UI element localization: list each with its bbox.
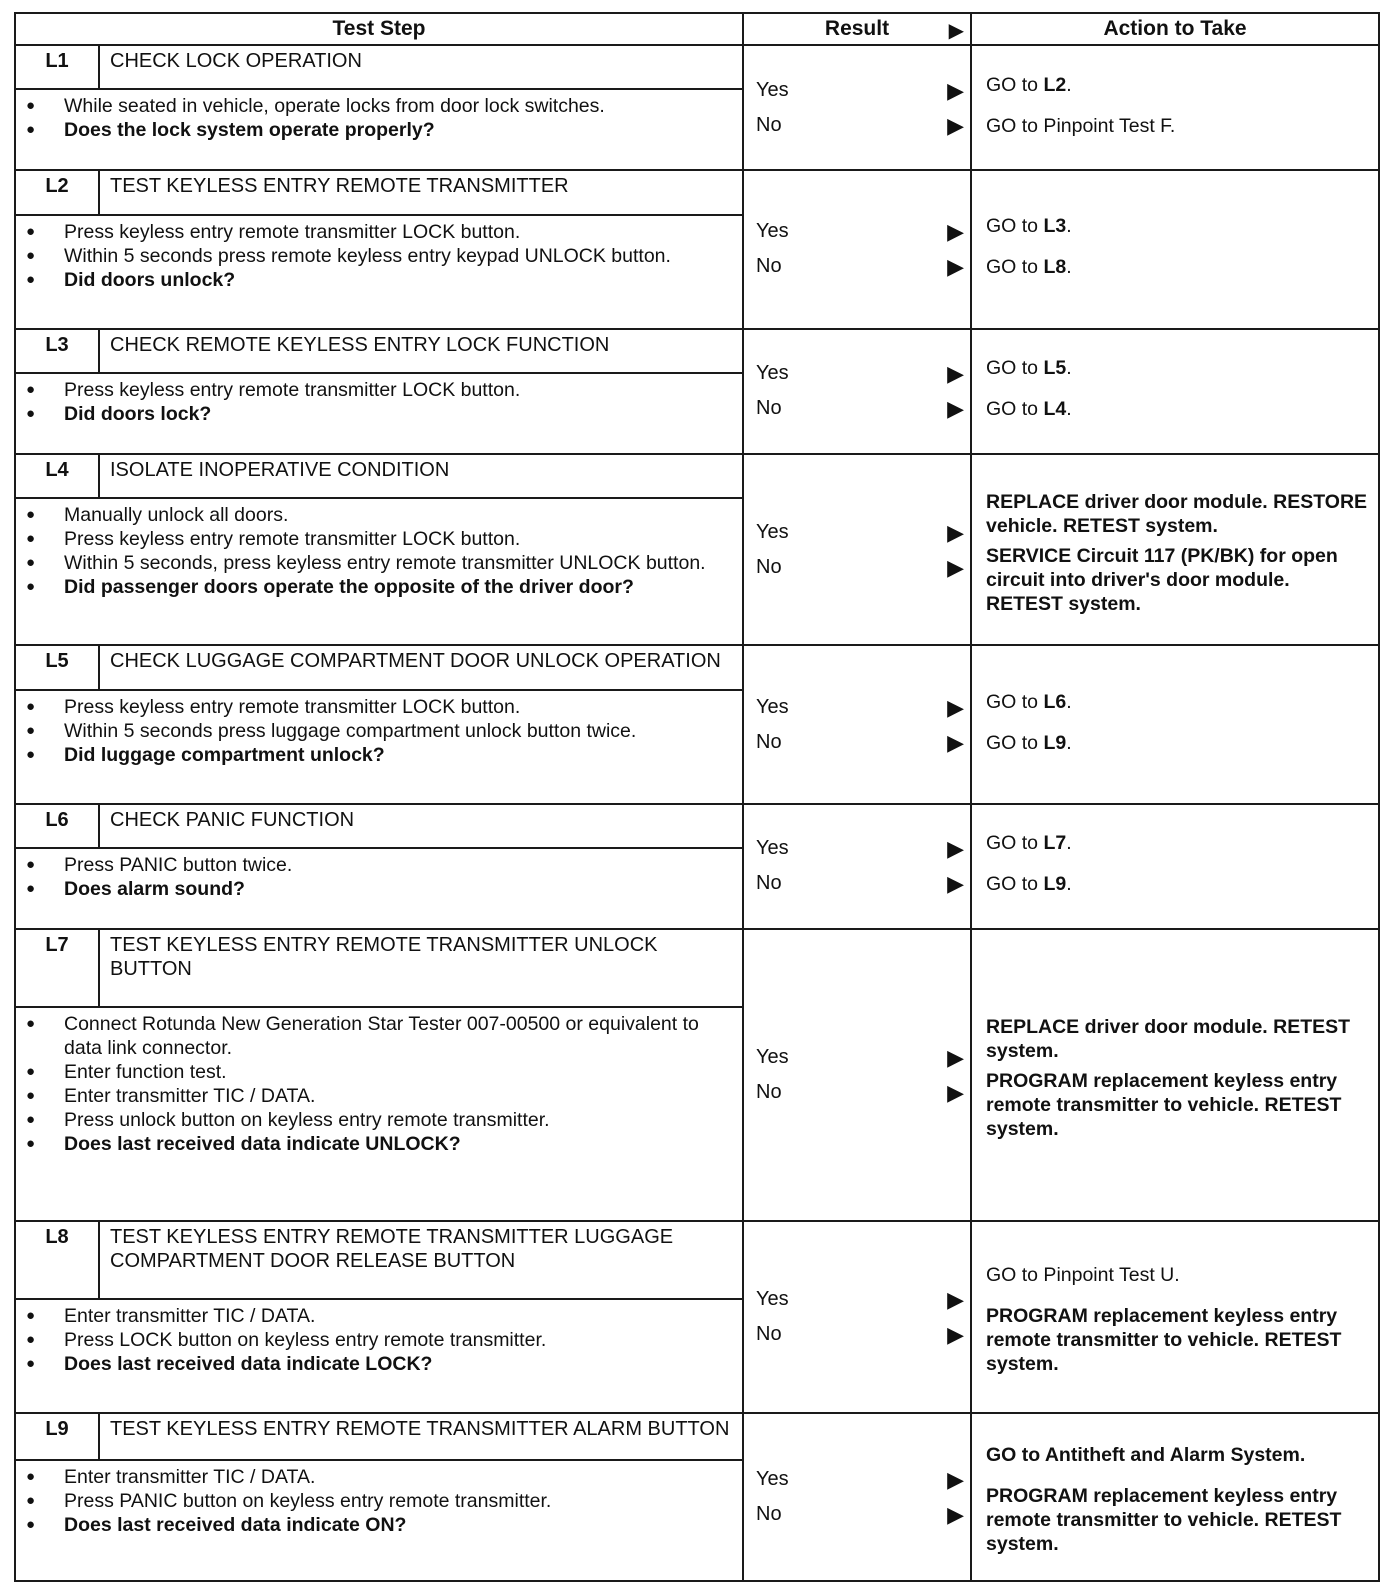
action-group: [972, 455, 1378, 645]
action-line: [972, 825, 1378, 866]
arrow-right-icon: ▶: [947, 871, 964, 897]
action-line: [972, 108, 1378, 149]
arrow-right-icon: ▶: [947, 554, 964, 580]
bullet-list: [16, 849, 742, 905]
step-id: L4: [15, 454, 99, 498]
action-text: GO to Pinpoint Test U.: [986, 1264, 1180, 1287]
result-cell: [743, 454, 971, 646]
header-action: Action to Take: [971, 13, 1379, 45]
result-line: [744, 1462, 970, 1497]
step-procedure: [15, 1299, 743, 1413]
step-question: ● Does last received data indicate UNLOCK?: [26, 1132, 734, 1156]
result-group: [744, 46, 970, 169]
step-id: L9: [15, 1413, 99, 1460]
action-text-tail: .: [1066, 398, 1072, 421]
action-line: [972, 725, 1378, 766]
result-group: [744, 646, 970, 802]
action-cell: [971, 45, 1379, 170]
arrow-right-icon: ▶: [947, 836, 964, 862]
step-instruction: ● Connect Rotunda New Generation Star Tester 007-00500 or equivalent to data link connector.: [26, 1012, 734, 1060]
step-procedure: [15, 1460, 743, 1581]
action-cell: [971, 929, 1379, 1221]
result-line: [744, 108, 970, 143]
arrow-right-icon: ▶: [947, 729, 964, 755]
action-line: [972, 249, 1378, 290]
step-title-row: [15, 170, 1379, 214]
result-line: [744, 725, 970, 760]
step-title-row: [15, 329, 1379, 373]
action-text-bold: L3: [1043, 215, 1067, 238]
step-instruction: ● Press keyless entry remote transmitter LOCK button.: [26, 220, 734, 244]
action-line: [972, 1478, 1378, 1556]
action-line: [972, 484, 1378, 538]
steps-body: [15, 45, 1379, 1581]
action-line: [972, 538, 1378, 616]
arrow-right-icon: ▶: [947, 1321, 964, 1347]
step-instruction: ● Within 5 seconds press remote keyless entry keypad UNLOCK button.: [26, 244, 734, 268]
result-group: [744, 1222, 970, 1412]
result-line: [744, 866, 970, 901]
action-line: [972, 1257, 1378, 1298]
action-text-bold: L4: [1043, 398, 1067, 421]
action-cell: [971, 1413, 1379, 1581]
action-text-bold: L9: [1043, 731, 1067, 754]
step-instruction: ● Press keyless entry remote transmitter LOCK button.: [26, 695, 734, 719]
step-question: ● Does the lock system operate properly?: [26, 118, 734, 142]
action-text-bold: L8: [1043, 256, 1067, 279]
action-cell: [971, 454, 1379, 646]
action-group: [972, 46, 1378, 169]
step-title: ISOLATE INOPERATIVE CONDITION: [99, 454, 743, 498]
header-test-step: Test Step: [15, 13, 743, 45]
result-line: [744, 249, 970, 284]
action-text-tail: .: [1066, 256, 1072, 279]
action-text-tail: .: [1066, 873, 1072, 896]
result-cell: [743, 1221, 971, 1413]
step-id: L5: [15, 645, 99, 689]
arrow-right-icon: ▶: [947, 254, 964, 280]
arrow-right-icon: ▶: [947, 112, 964, 138]
result-label: No: [756, 730, 782, 753]
result-label: No: [756, 872, 782, 895]
step-instruction: ● Press PANIC button on keyless entry remote transmitter.: [26, 1489, 734, 1513]
bullet-list: [16, 374, 742, 430]
action-text-bold: REPLACE driver door module. RESTORE vehicle. RETEST system.: [986, 490, 1368, 537]
action-line: [972, 391, 1378, 432]
step-instruction: ● Enter transmitter TIC / DATA.: [26, 1465, 734, 1489]
step-instruction: ● Press keyless entry remote transmitter LOCK button.: [26, 378, 734, 402]
step-id: L8: [15, 1221, 99, 1299]
step-title-row: [15, 804, 1379, 848]
step-title: TEST KEYLESS ENTRY REMOTE TRANSMITTER: [99, 170, 743, 214]
step-question: ● Does last received data indicate LOCK?: [26, 1352, 734, 1376]
action-text-tail: .: [1066, 690, 1072, 713]
action-group: [972, 805, 1378, 928]
step-title: TEST KEYLESS ENTRY REMOTE TRANSMITTER UNLOCK BUTTON: [99, 929, 743, 1007]
action-text: GO to: [986, 832, 1044, 855]
action-text: GO to: [986, 398, 1044, 421]
action-cell: [971, 645, 1379, 803]
result-cell: [743, 45, 971, 170]
bullet-list: [16, 499, 742, 603]
action-cell: [971, 804, 1379, 929]
action-line: [972, 1009, 1378, 1063]
result-cell: [743, 329, 971, 454]
step-instruction: ● Enter transmitter TIC / DATA.: [26, 1084, 734, 1108]
step-title: CHECK LUGGAGE COMPARTMENT DOOR UNLOCK OPERATION: [99, 645, 743, 689]
result-line: [744, 550, 970, 585]
step-question: ● Did doors lock?: [26, 402, 734, 426]
action-text: GO to: [986, 690, 1044, 713]
result-label: No: [756, 1080, 782, 1103]
action-text-bold: SERVICE Circuit 117 (PK/BK) for open circuit into driver's door module. RETEST system.: [986, 544, 1338, 615]
action-text-tail: .: [1066, 357, 1072, 380]
action-text-tail: .: [1066, 73, 1072, 96]
step-title-row: [15, 929, 1379, 1007]
result-cell: [743, 170, 971, 328]
action-text: GO to: [986, 215, 1044, 238]
action-line: [972, 67, 1378, 108]
result-label: No: [756, 113, 782, 136]
action-text: GO to: [986, 357, 1044, 380]
bullet-list: [16, 90, 742, 146]
action-text-bold: L5: [1043, 357, 1067, 380]
result-label: Yes: [756, 220, 789, 243]
result-label: No: [756, 555, 782, 578]
bullet-list: [16, 1008, 742, 1160]
result-line: [744, 1282, 970, 1317]
action-text: GO to Pinpoint Test F.: [986, 114, 1176, 137]
result-line: [744, 356, 970, 391]
header-result-label: Result: [824, 17, 890, 40]
step-instruction: ● Press PANIC button twice.: [26, 853, 734, 877]
action-text-bold: L6: [1043, 690, 1067, 713]
action-line: [972, 1298, 1378, 1376]
result-label: No: [756, 255, 782, 278]
step-question: ● Does last received data indicate ON?: [26, 1513, 734, 1537]
result-label: Yes: [756, 78, 789, 101]
step-title-row: [15, 1221, 1379, 1299]
bullet-list: [16, 216, 742, 296]
action-text: GO to: [986, 731, 1044, 754]
action-line: [972, 350, 1378, 391]
step-procedure: [15, 848, 743, 929]
result-cell: [743, 1413, 971, 1581]
result-group: [744, 330, 970, 453]
result-group: [744, 805, 970, 928]
action-line: [972, 866, 1378, 907]
step-title: TEST KEYLESS ENTRY REMOTE TRANSMITTER LUGGAGE COMPARTMENT DOOR RELEASE BUTTON: [99, 1221, 743, 1299]
step-title-row: [15, 45, 1379, 89]
result-label: Yes: [756, 520, 789, 543]
step-question: ● Did luggage compartment unlock?: [26, 743, 734, 767]
action-text-bold: PROGRAM replacement keyless entry remote transmitter to vehicle. RETEST system.: [986, 1485, 1342, 1556]
arrow-right-icon: ▶: [947, 1466, 964, 1492]
step-instruction: ● Within 5 seconds press luggage compartment unlock button twice.: [26, 719, 734, 743]
result-line: [744, 690, 970, 725]
result-line: [744, 831, 970, 866]
action-group: [972, 646, 1378, 802]
step-title: CHECK LOCK OPERATION: [99, 45, 743, 89]
step-question: ● Did passenger doors operate the opposite of the driver door?: [26, 575, 734, 599]
action-text-bold: REPLACE driver door module. RETEST system.: [986, 1015, 1351, 1062]
action-group: [972, 171, 1378, 327]
step-title: TEST KEYLESS ENTRY REMOTE TRANSMITTER ALARM BUTTON: [99, 1413, 743, 1460]
action-cell: [971, 1221, 1379, 1413]
bullet-list: [16, 1300, 742, 1380]
step-instruction: ● Press unlock button on keyless entry remote transmitter.: [26, 1108, 734, 1132]
action-text-bold: PROGRAM replacement keyless entry remote transmitter to vehicle. RETEST system.: [986, 1069, 1342, 1140]
result-group: [744, 930, 970, 1220]
result-label: Yes: [756, 695, 789, 718]
arrow-right-icon: ▶: [947, 1044, 964, 1070]
action-text: GO to: [986, 73, 1044, 96]
action-group: [972, 1414, 1378, 1580]
step-id: L6: [15, 804, 99, 848]
step-id: L3: [15, 329, 99, 373]
result-line: [744, 214, 970, 249]
result-line: [744, 1317, 970, 1352]
result-group: [744, 1414, 970, 1580]
result-cell: [743, 645, 971, 803]
action-group: [972, 1222, 1378, 1412]
arrow-right-icon: ▶: [947, 1501, 964, 1527]
result-cell: [743, 804, 971, 929]
step-procedure: [15, 373, 743, 454]
action-line: [972, 684, 1378, 725]
result-label: Yes: [756, 1467, 789, 1490]
result-label: No: [756, 1502, 782, 1525]
action-text-bold: L2: [1043, 73, 1067, 96]
action-line: [972, 1437, 1378, 1478]
bullet-list: [16, 1461, 742, 1541]
arrow-right-icon: ▶: [948, 20, 964, 42]
result-line: [744, 73, 970, 108]
step-question: ● Did doors unlock?: [26, 268, 734, 292]
step-procedure: [15, 1007, 743, 1221]
arrow-right-icon: ▶: [947, 1079, 964, 1105]
action-text-bold: GO to Antitheft and Alarm System.: [986, 1444, 1306, 1467]
step-instruction: ● While seated in vehicle, operate locks from door lock switches.: [26, 94, 734, 118]
action-cell: [971, 170, 1379, 328]
action-text: GO to: [986, 256, 1044, 279]
step-id: L2: [15, 170, 99, 214]
arrow-right-icon: ▶: [947, 694, 964, 720]
header-row: [15, 13, 1379, 45]
result-group: [744, 455, 970, 645]
step-title-row: [15, 645, 1379, 689]
action-text-tail: .: [1066, 832, 1072, 855]
result-cell: [743, 929, 971, 1221]
result-line: [744, 391, 970, 426]
action-text: GO to: [986, 873, 1044, 896]
arrow-right-icon: ▶: [947, 77, 964, 103]
result-line: [744, 515, 970, 550]
step-instruction: ● Press LOCK button on keyless entry remote transmitter.: [26, 1328, 734, 1352]
step-instruction: ● Within 5 seconds, press keyless entry remote transmitter UNLOCK button.: [26, 551, 734, 575]
result-line: [744, 1497, 970, 1532]
step-question: ● Does alarm sound?: [26, 877, 734, 901]
arrow-right-icon: ▶: [947, 219, 964, 245]
result-label: Yes: [756, 1045, 789, 1068]
result-label: Yes: [756, 1287, 789, 1310]
step-title-row: [15, 1413, 1379, 1460]
step-title: CHECK PANIC FUNCTION: [99, 804, 743, 848]
action-line: [972, 208, 1378, 249]
bullet-list: [16, 691, 742, 771]
step-procedure: [15, 690, 743, 804]
action-cell: [971, 329, 1379, 454]
action-line: [972, 1063, 1378, 1141]
step-title-row: [15, 454, 1379, 498]
result-label: No: [756, 397, 782, 420]
arrow-right-icon: ▶: [947, 1286, 964, 1312]
result-label: Yes: [756, 362, 789, 385]
step-procedure: [15, 89, 743, 170]
action-text-tail: .: [1066, 215, 1072, 238]
header-result: [743, 13, 971, 45]
action-text-tail: .: [1066, 731, 1072, 754]
test-table: [14, 12, 1380, 1582]
action-group: [972, 930, 1378, 1220]
step-instruction: ● Enter function test.: [26, 1060, 734, 1084]
step-title: CHECK REMOTE KEYLESS ENTRY LOCK FUNCTION: [99, 329, 743, 373]
step-procedure: [15, 215, 743, 329]
step-procedure: [15, 498, 743, 645]
arrow-right-icon: ▶: [947, 361, 964, 387]
arrow-right-icon: ▶: [947, 519, 964, 545]
pinpoint-test-table: [14, 12, 1378, 1582]
action-text-bold: L9: [1043, 873, 1067, 896]
step-id: L1: [15, 45, 99, 89]
result-label: Yes: [756, 837, 789, 860]
result-line: [744, 1075, 970, 1110]
action-text-bold: L7: [1043, 832, 1067, 855]
step-instruction: ● Enter transmitter TIC / DATA.: [26, 1304, 734, 1328]
step-instruction: ● Manually unlock all doors.: [26, 503, 734, 527]
result-group: [744, 171, 970, 327]
result-label: No: [756, 1322, 782, 1345]
action-group: [972, 330, 1378, 453]
step-id: L7: [15, 929, 99, 1007]
action-text-bold: PROGRAM replacement keyless entry remote transmitter to vehicle. RETEST system.: [986, 1305, 1342, 1376]
result-line: [744, 1040, 970, 1075]
step-instruction: ● Press keyless entry remote transmitter LOCK button.: [26, 527, 734, 551]
arrow-right-icon: ▶: [947, 396, 964, 422]
